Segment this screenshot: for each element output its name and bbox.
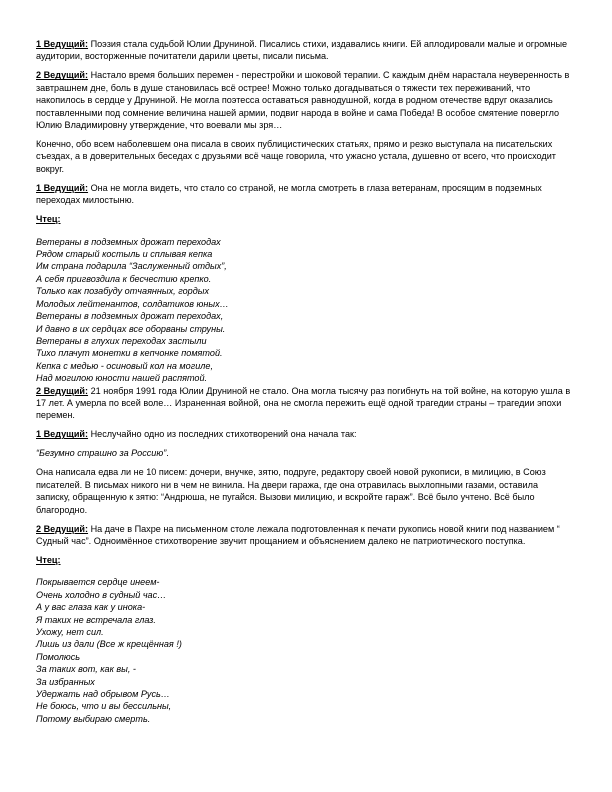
poem-line: А у вас глаза как у инока- [36, 602, 146, 613]
paragraph-text: Поэзия стала судьбой Юлии Друниной. Писались стихи, издавались книги. Ей аплодировали малые и огромные аудитории, восторженные почитатели дарили цветы, писали письма. [36, 39, 568, 62]
poem-line: Удержать над обрывом Русь… [36, 689, 170, 700]
poem-line: Ветераны в глухих переходах застыли [36, 335, 207, 346]
poem-line: Ветераны в подземных дрожат переходах [36, 236, 221, 247]
reader-heading-1 [36, 213, 572, 225]
speaker-label: 2 Ведущий: [36, 70, 89, 81]
poem-line: Не боюсь, что и вы бессильны, [36, 701, 172, 712]
paragraph-4 [36, 182, 572, 207]
paragraph-6 [36, 428, 572, 440]
speaker-label: 1 Ведущий: [36, 429, 89, 440]
poem-line: Я таких не встречала глаз. [36, 614, 156, 625]
reader-heading-2 [36, 554, 572, 566]
poem-line: За избранных [36, 676, 95, 687]
poem-line: И давно в их сердцах все оборваны струны. [36, 323, 226, 334]
poem-line: Потому выбираю смерть. [36, 713, 151, 724]
paragraph-7 [36, 466, 572, 516]
paragraph-text: Неслучайно одно из последних стихотворений она начала так: [88, 429, 357, 440]
paragraph-8 [36, 523, 572, 548]
paragraph-1 [36, 38, 572, 63]
poem-1 [36, 236, 572, 385]
reader-label: Чтец: [36, 554, 61, 565]
quote-text: “Безумно страшно за Россию” [36, 448, 167, 459]
speaker-label: 1 Ведущий: [36, 39, 89, 49]
paragraph-text: Она не могла видеть, что стало со страной, не могла смотреть в глаза ветеранам, просящим в подземных переходах милостыню. [36, 182, 542, 206]
paragraph-text: На даче в Пахре на письменном столе лежала подготовленная к печати рукопись новой книги под названием “ Судный час”. Одноимённое стихотворение звучит прощанием и объяснением далеко не патриотического поступка. [36, 523, 560, 546]
poem-line: Им страна подарила “Заслуженный отдых”, [36, 261, 227, 272]
poem-line: Покрывается сердце инеем- [36, 577, 160, 588]
speaker-label: 1 Ведущий: [36, 182, 89, 193]
poem-line: Помолюсь [36, 651, 81, 662]
paragraph-text: Настало время больших перемен - перестройки и шоковой терапии. С каждым днём нарастала неуверенность в завтрашнем дне, боль в душе становилась всё острее! Можно только догадываться о тяжести тех переживаний, что накопилось в сердце у Друниной. Не могла поэтесса оставаться равнодушной, когда в родном отечестве вдруг оказались поставленными под сомнение величина нашей армии, подвиг народа в войне и сама Победа! В особое смятение повергло Юлию Владимировну утверждение, что воевали мы зря… [36, 70, 570, 131]
poem-line: Тихо плачут монетки в кепчонке помятой. [36, 348, 223, 359]
poem-line: Кепка с медью - осиновый кол на могиле, [36, 360, 213, 371]
paragraph-text: 21 ноября 1991 года Юлии Друниной не стало. Она могла тысячу раз погибнуть на той войне, на которую ушла в 17 лет. А умерла по всей воле… Израненная войной, она не смогла пережить ещё одной трагедии страны – трагедии эпохи перемен. [36, 385, 571, 421]
paragraph-2 [36, 69, 572, 131]
poem-line: Над могилою юности нашей распятой. [36, 373, 208, 384]
poem-line: А себя пригвоздила к бесчестию крепко. [36, 273, 212, 284]
poem-line: Рядом старый костыль и сплывая кепка [36, 249, 213, 260]
poem-line: Ветераны в подземных дрожат переходах, [36, 311, 224, 322]
poem-line: За таких вот, как вы, - [36, 664, 136, 675]
poem-line: Только как позабуду отчаянных, гордых [36, 286, 209, 297]
quote-paragraph [36, 447, 572, 459]
paragraph-text: Она написала едва ли не 10 писем: дочери, внучке, зятю, подруге, редактору своей новой рукописи, в милицию, в Союз писателей. В письмах никого ни в чем не винила. На двери гаража, где она отравилась выхлопными газами, оставила записку, обращенную к зятю: “Андрюша, не пугайся. Вызови милицию, и вскройте гараж”. Всё было учтено. Всё было благородно. [36, 467, 546, 515]
quote-end: . [166, 448, 169, 459]
speaker-label: 2 Ведущий: [36, 523, 89, 534]
speaker-label: 2 Ведущий: [36, 385, 89, 396]
poem-line: Молодых лейтенантов, солдатиков юных… [36, 298, 229, 309]
poem-2 [36, 576, 572, 725]
paragraph-text: Конечно, обо всем наболевшем она писала в своих публицистических статьях, прямо и резко выступала на писательских съездах, а в доверительных беседах с друзьями всё чаще говорила, что ужасно устала, душевно от всего, что происходит вокруг. [36, 139, 556, 174]
poem-line: Очень холодно в судный час… [36, 589, 167, 600]
paragraph-3 [36, 138, 572, 175]
poem-line: Ухожу, нет сил. [36, 627, 104, 637]
poem-line: Лишь из дали (Все ж крещённая !) [36, 639, 182, 650]
reader-label: Чтец: [36, 214, 61, 225]
paragraph-5 [36, 385, 572, 422]
